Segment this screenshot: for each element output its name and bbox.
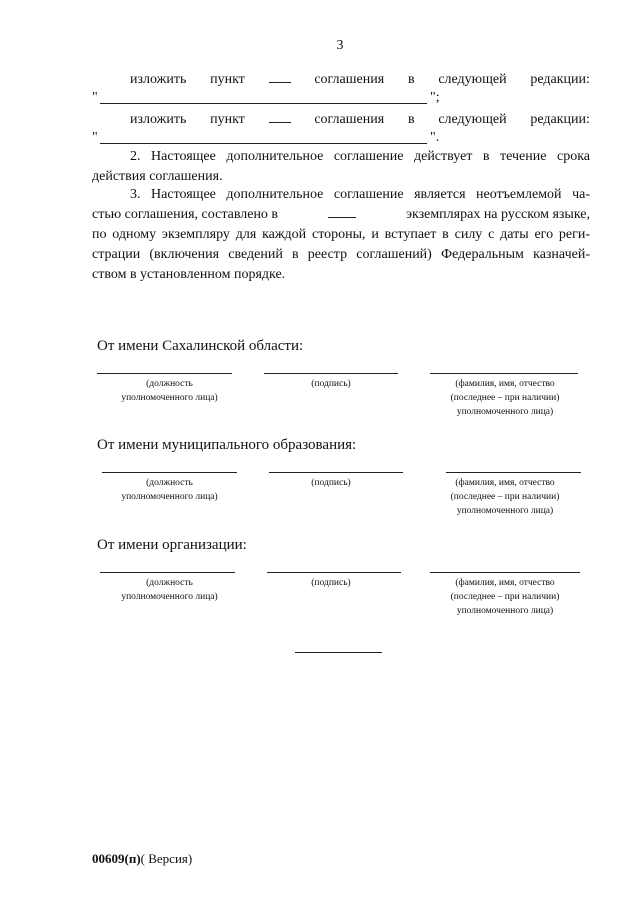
full-name-line [430,373,578,374]
clause-number-blank [269,110,291,123]
clause-number-blank [269,70,291,83]
signature-line [269,472,403,473]
document-code: 00609(п) [92,851,141,866]
position-caption [97,377,242,405]
clause-3-line-5: ством в установленном порядке. [92,267,286,282]
word: следующей [438,112,507,127]
word: в [407,72,415,87]
word: редакции: [530,112,590,127]
position-line [102,472,237,473]
caption-line: (фамилия, имя, отчество [455,379,555,389]
footer [92,851,192,867]
quote-close: "; [430,90,440,105]
word: пункт [210,112,245,127]
word: изложить [130,72,187,87]
full-name-line [446,472,581,473]
clause-3-line-4: страции (включения сведений в реестр соглашений) Федеральным казначей- [92,247,590,262]
caption-line: уполномоченного лица) [456,407,554,417]
end-separator [295,652,382,653]
caption-line: (фамилия, имя, отчество [455,578,555,588]
full-name-caption [425,377,585,419]
word: соглашения [314,112,385,127]
amendment-text-blank [100,143,427,144]
caption-line: (последнее – при наличии) [450,393,560,403]
word: изложить [130,112,187,127]
signature-caption: (подпись) [311,578,351,588]
caption-line: уполномоченного лица) [456,506,554,516]
signature-line [267,572,401,573]
clause-3-line-2 [92,205,590,223]
word: редакции: [530,72,590,87]
caption-line: уполномоченного лица) [121,592,218,602]
amend-line-1 [130,70,590,88]
position-caption [97,476,242,504]
signature-caption: (подпись) [311,478,351,488]
position-line [100,572,235,573]
quote-open: " [92,90,98,105]
word: пункт [210,72,245,87]
caption-line: (фамилия, имя, отчество [455,478,555,488]
clause-3-text: экземплярах на русском языке, [405,207,590,222]
position-line [97,373,232,374]
signature-heading-organization: От имени организации: [97,537,247,553]
signature-heading-municipality: От имени муниципального образования: [97,437,357,453]
caption-line: (последнее – при наличии) [450,492,560,502]
caption-line: (должность [146,578,193,588]
word: в [407,112,415,127]
signature-line [264,373,398,374]
signature-heading-region: От имени Сахалинской области: [97,338,304,354]
caption-line: (должность [146,478,193,488]
clause-2 [92,147,590,187]
quote-close: ". [430,130,440,145]
document-version: ( Версия) [140,851,193,866]
full-name-caption [425,476,585,518]
word: соглашения [314,72,385,87]
amendment-text-blank [100,103,427,104]
caption-line: уполномоченного лица) [456,606,554,616]
caption-line: уполномоченного лица) [121,492,218,502]
position-caption [97,576,242,604]
word: следующей [438,72,507,87]
caption-line: (последнее – при наличии) [450,592,560,602]
clause-3-text: стью соглашения, составлено в [92,207,279,222]
page-number: 3 [336,38,344,53]
clause-3-line-3: по одному экземпляру для каждой стороны, и вступает в силу с даты его реги- [92,227,590,242]
clause-2-text: 2. Настоящее дополнительное соглашение действует в течение срока действия соглашения. [92,149,590,184]
clause-3-line-1: 3. Настоящее дополнительное соглашение является неотъемлемой ча- [130,187,590,202]
full-name-caption [425,576,585,618]
caption-line: уполномоченного лица) [121,393,218,403]
amend-line-2 [130,110,590,128]
copies-count-blank [328,205,356,218]
signature-caption: (подпись) [311,379,351,389]
full-name-line [430,572,580,573]
caption-line: (должность [146,379,193,389]
quote-open: " [92,130,98,145]
